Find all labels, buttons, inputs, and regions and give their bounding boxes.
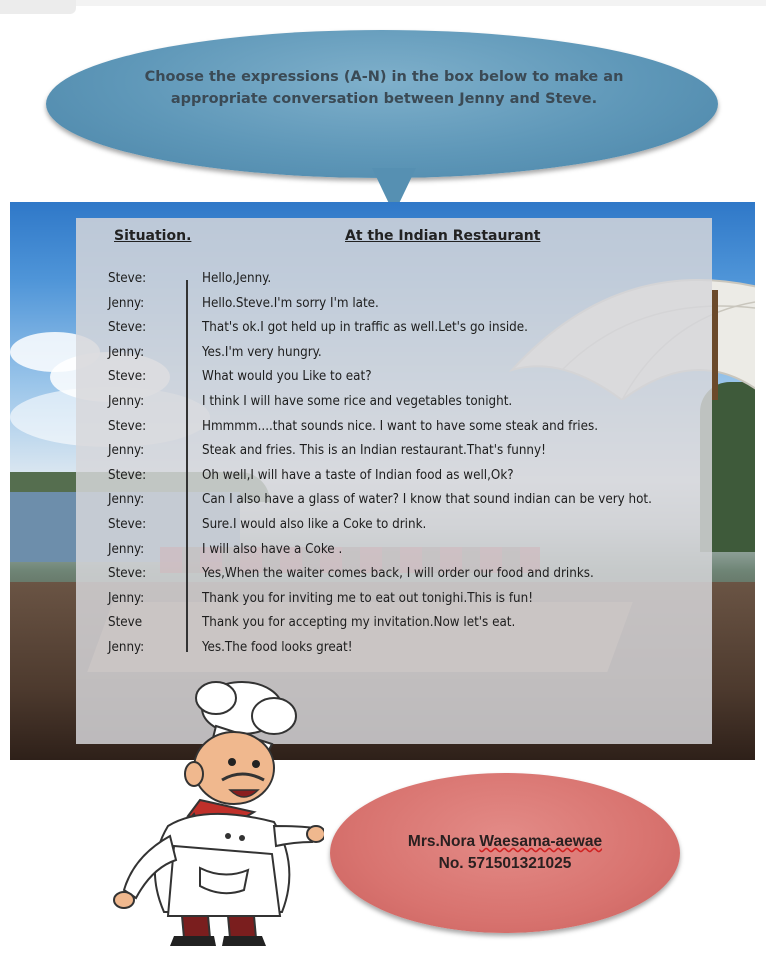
speaker: Jenny:: [108, 295, 145, 311]
dialogue-row: [108, 391, 708, 416]
line: That's ok.I got held up in traffic as well.Let's go inside.: [202, 320, 528, 336]
dialogue-list: [108, 268, 708, 662]
author-name: [330, 833, 680, 851]
line: Steak and fries. This is an Indian restaurant.That's funny!: [202, 443, 546, 459]
speaker: Jenny:: [108, 443, 145, 459]
line: Hello,Jenny.: [202, 271, 272, 286]
speaker: Jenny:: [108, 393, 145, 409]
line: Yes.I'm very hungry.: [202, 344, 322, 360]
dialogue-row: [108, 416, 708, 441]
line: Thank you for inviting me to eat out tonighi.This is fun!: [202, 590, 534, 606]
speaker: Steve:: [108, 516, 147, 532]
speaker: Jenny:: [108, 639, 145, 655]
speaker: Jenny:: [108, 541, 145, 557]
dialogue-row: [108, 317, 708, 342]
speaker: Jenny:: [108, 344, 145, 360]
line: Hmmmm....that sounds nice. I want to have some steak and fries.: [202, 418, 598, 434]
line: Yes,When the waiter comes back, I will order our food and drinks.: [202, 566, 594, 582]
author-id: No. 571501321025: [438, 855, 572, 872]
instruction-text: Choose the expressions (A-N) in the box below to make an appropriate conversation between Jenny and Steve.: [144, 69, 624, 107]
line: Hello.Steve.I'm sorry I'm late.: [202, 295, 379, 311]
dialogue-row: [108, 366, 708, 391]
speaker: Jenny:: [108, 590, 145, 606]
dialogue-row: [108, 539, 708, 564]
dialogue-row: [108, 588, 708, 613]
situation-heading: Situation.: [114, 228, 192, 244]
speaker: Steve:: [108, 369, 147, 385]
speaker: Steve:: [108, 467, 147, 483]
author-surname: Waesama-aewae: [479, 833, 603, 850]
line: Can I also have a glass of water? I know that sound indian can be very hot.: [202, 492, 652, 508]
chef-illustration-icon: [104, 676, 324, 950]
line: Yes.The food looks great!: [202, 639, 353, 655]
speaker: Steve: [108, 615, 143, 631]
line: I will also have a Coke .: [202, 541, 343, 557]
line: Sure.I would also like a Coke to drink.: [202, 516, 427, 532]
author-prefix: Mrs.Nora: [407, 833, 480, 850]
line: Oh well,I will have a taste of Indian food as well,Ok?: [202, 467, 514, 483]
speaker: Steve:: [108, 320, 147, 336]
dialogue-row: [108, 563, 708, 588]
dialogue-row: [108, 342, 708, 367]
dialogue-row: [108, 489, 708, 514]
dialogue-row: [108, 268, 708, 293]
line: I think I will have some rice and vegetables tonight.: [202, 393, 513, 409]
top-bar: [0, 0, 766, 6]
author-oval: [330, 773, 680, 933]
title-heading: At the Indian Restaurant: [345, 228, 541, 244]
speaker: Steve:: [108, 418, 147, 434]
speaker: Steve:: [108, 271, 147, 286]
dialogue-row: [108, 465, 708, 490]
top-tab: [0, 0, 76, 14]
speaker: Jenny:: [108, 492, 145, 508]
speaker: Steve:: [108, 566, 147, 582]
dialogue-row: [108, 637, 708, 662]
dialogue-row: [108, 612, 708, 637]
dialogue-row: [108, 440, 708, 465]
line: What would you Like to eat?: [202, 369, 372, 385]
dialogue-row: [108, 293, 708, 318]
dialogue-row: [108, 514, 708, 539]
line: Thank you for accepting my invitation.Now let's eat.: [202, 615, 516, 631]
